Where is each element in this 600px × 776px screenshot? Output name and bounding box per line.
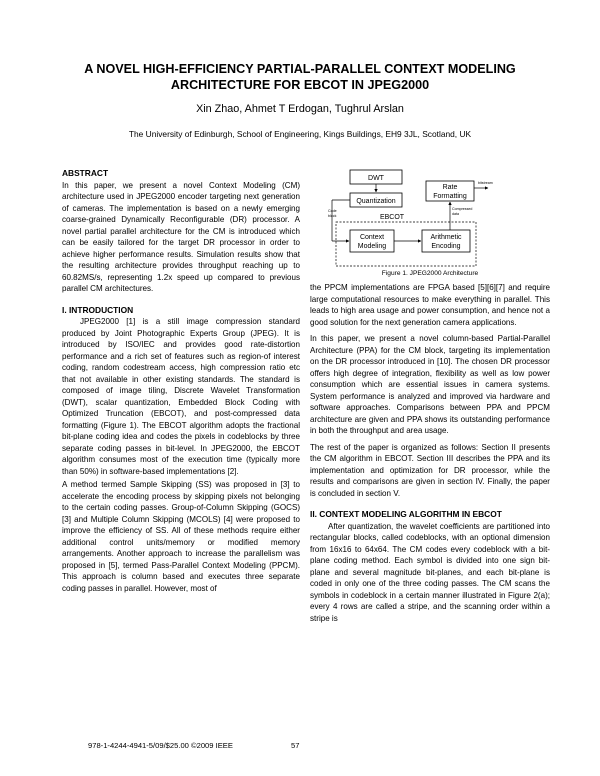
paper-authors: Xin Zhao, Ahmet T Erdogan, Tughrul Arslan [196, 103, 404, 115]
intro-paragraph-3: the PPCM implementations are FPGA based [5][6][7] and require large computational resources to make everything in parallel. This leads to high area usage and power consumption, and hence not a good solution for the next generation camera applications. [310, 283, 550, 327]
intro-paragraph-1: JPEG2000 [1] is a still image compression standard produced by Joint Photographic Experts Group (JPEG). It is introduced by ISO/IEC and provides good rate-distortion performance and a rich set of features such as region-of interest coding, random codestream access, high compression ratio etc that not available in other existing standards. The standard is composed of image tiling, Discrete Wavelet Transformation (DWT), scalar quantization, Embedded Block Coding with Optimized Truncation (EBCOT), and post-compressed data formatting (Figure 1). The EBCOT algorithm adopts the fractional bit-plane coding idea and codes the pixels in codeblocks by three separate coding passes in bit-level. In JPEG2000, the EBCOT algorithm consumes most of the execution time (typically more than 50%) in software-based implementations [2]. [62, 317, 300, 476]
figure-1-diagram [328, 168, 498, 268]
dwt-label: DWT [368, 175, 384, 182]
code-label: Code [328, 209, 337, 213]
page-number: 57 [291, 741, 300, 750]
context-label: Context [359, 234, 385, 241]
intro-paragraph-5: The rest of the paper is organized as follows: Section II presents the CM algorithm in EBCOT. Section III describes the PPA and its implementation and optimization for DR processor, while the results and comparisons are given in section IV. Finally, the paper is concluded in section V. [310, 442, 550, 498]
abstract-text: In this paper, we present a novel Context Modeling (CM) architecture used in JPEG2000 encoder targeting next generation of cameras. The implementation is based on a newly emerging coarse-grained Dynamically Reconfigurable (DR) processor. A novel partial parallel architecture for the CM is introduced which can be easily tailored for the target DR processor in order to achieve higher performance results. Simulation results show that the resulting architecture provides throughput reaching up to 60.82MS/s, representing 1.2x speed up compared to previous parallel CM architectures. [62, 180, 300, 293]
bitstream-label: bitstream [478, 181, 493, 185]
section-2-paragraph-1: After quantization, the wavelet coefficients are partitioned into rectangular blocks, called codeblocks, with an optional dimension from 16x16 to 64x64. The CM codes every codeblock with a bit-plane coding method. Each symbol is divided into one sign bit-plane and several magnitude bit-planes, and each bit-plane is coded in only one of the three coding passes. The CM scans the symbols in codeblock in a certain manner illustrated in Figure 2(a); every 4 rows are called a stripe, and the scanning order within a stripe is [310, 521, 550, 623]
intro-heading: I. INTRODUCTION [62, 304, 134, 315]
compressed-label: Compressed [452, 207, 473, 211]
footer-isbn: 978-1-4244-4941-5/09/$25.00 ©2009 IEEE [88, 741, 233, 750]
rate-label: Rate [442, 184, 458, 191]
paper-affiliation: The University of Edinburgh, School of Engineering, Kings Buildings, EH9 3JL, Scotland, UK [128, 129, 472, 139]
right-column [310, 282, 550, 624]
data-label: data [452, 212, 459, 216]
figure-1-caption: Figure 1. JPEG2000 Architecture [381, 270, 479, 277]
paper-title: A NOVEL HIGH-EFFICIENCY PARTIAL-PARALLEL CONTEXT MODELING ARCHITECTURE FOR EBCOT IN JPEG2000 [84, 62, 516, 92]
block-label: block [328, 214, 337, 218]
intro-paragraph-4: In this paper, we present a novel column-based Partial-Parallel Architecture (PPA) for the CM block, targeting its implementation on the DR processor introduced in [10]. The chosen DR processor offers high degree of integration, flexibility as well as low power consumption which are essential issues in camera systems. System performance is analyzed and improved via hardware and software approaches. Comparisons between PPA and PPCM architecture are given and PPA shows its outstanding performance in both the throughput and area usage. [310, 334, 550, 435]
encoding-label: Encoding [431, 243, 461, 250]
ebcot-label: EBCOT [379, 214, 405, 221]
abstract-heading: ABSTRACT [62, 168, 109, 178]
intro-paragraph-2: A method termed Sample Skipping (SS) was proposed in [3] to accelerate the encoding process by skipping pixels not belonging to the certain coding passes. Group-of-Column Skipping (GOCS) [3] and Multiple Column Skipping (MCOLS) [4] were proposed to improve the efficiency of SS. All of these methods require either additional control units/memory or modified memory arrangements. Another approach to increase the parallelism was proposed in [5], termed Pass-Parallel Context Modeling (PPCM). This approach is column based and executes three separate coding passes in parallel. However, most of [62, 480, 300, 593]
quantization-label: Quantization [356, 198, 396, 205]
left-column [62, 168, 300, 594]
formatting-label: Formatting [433, 193, 467, 200]
arithmetic-label: Arithmetic [430, 234, 462, 241]
modeling-label: Modeling [357, 243, 387, 250]
section-2-heading: II. CONTEXT MODELING ALGORITHM IN EBCOT [310, 509, 502, 519]
